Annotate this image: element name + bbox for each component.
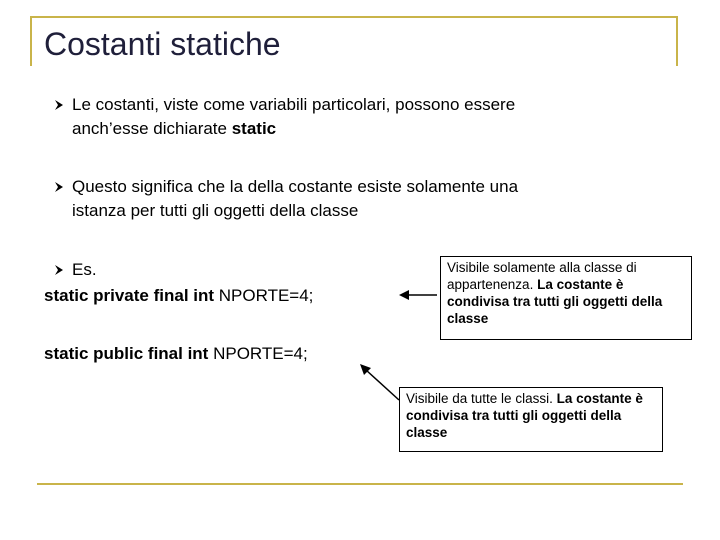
code-line-public-keywords: static public final int xyxy=(44,344,209,363)
slide-title: Costanti statiche xyxy=(44,26,281,62)
bullet-2-line-1: Questo significa che la della costante esiste solamente una xyxy=(72,177,519,196)
callout-public-plain: Visibile da tutte le classi. xyxy=(406,391,557,406)
bullet-1-line-1: Le costanti, viste come variabili particolari, possono essere xyxy=(72,95,516,114)
callout-private-plain: Visibile solamente alla classe di appartenenza. xyxy=(447,260,637,292)
bullet-2-line-2: istanza per tutti gli oggetti della classe xyxy=(72,201,359,220)
code-line-public-rest: NPORTE=4; xyxy=(208,344,308,363)
callout-public-bold: La costante è condivisa tra tutti gli oggetti della classe xyxy=(406,391,643,440)
bullet-1-line-2-bold: static xyxy=(231,119,277,138)
arrow-to-private-head xyxy=(399,290,409,300)
bullet-3-line-1: Es. xyxy=(72,260,97,279)
arrow-to-public-line xyxy=(366,370,399,400)
code-line-private-rest: NPORTE=4; xyxy=(214,286,314,305)
bullet-1-line-2-plain: anch’esse dichiarate xyxy=(72,119,232,138)
code-line-private-keywords: static private final int xyxy=(44,286,215,305)
callout-private-bold: La costante è condivisa tra tutti gli oggetti della classe xyxy=(447,277,663,326)
